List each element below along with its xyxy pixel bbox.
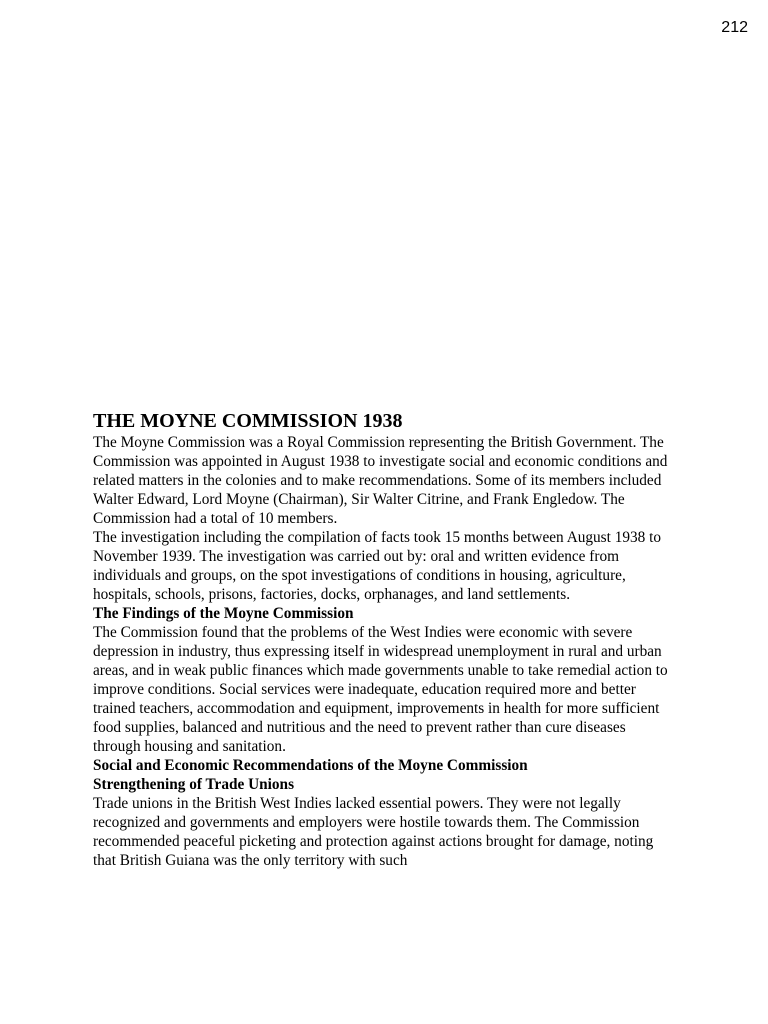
page-number: 212 bbox=[721, 19, 748, 36]
document-body bbox=[93, 409, 673, 870]
paragraph-trade-unions: Trade unions in the British West Indies lacked essential powers. They were not legally recognized and governments and employers were hostile towards them. The Commission recommended peaceful picketing and protection against actions brought for damage, noting that British Guiana was the only territory with such bbox=[93, 795, 654, 869]
document-title: THE MOYNE COMMISSION 1938 bbox=[93, 410, 403, 432]
subsection-heading-trade-unions: Strengthening of Trade Unions bbox=[93, 776, 295, 793]
section-heading-findings: The Findings of the Moyne Commission bbox=[93, 605, 354, 622]
paragraph-intro: The Moyne Commission was a Royal Commission representing the British Government. The Commission was appointed in August 1938 to investigate social and economic conditions and related matters in the colonies and to make recommendations. Some of its members included Walter Edward, Lord Moyne (Chairman), Sir Walter Citrine, and Frank Engledow. The Commission had a total of 10 members. bbox=[93, 434, 668, 527]
paragraph-investigation: The investigation including the compilation of facts took 15 months between August 1938 to November 1939. The investigation was carried out by: oral and written evidence from individuals and groups, on the spot investigations of conditions in housing, agriculture, hospitals, schools, prisons, factories, docks, orphanages, and land settlements. bbox=[93, 529, 662, 603]
paragraph-findings: The Commission found that the problems of the West Indies were economic with severe depression in industry, thus expressing itself in widespread unemployment in rural and urban areas, and in weak public finances which made governments unable to take remedial action to improve conditions. Social services were inadequate, education required more and better trained teachers, accommodation and equipment, improvements in health for more sufficient food supplies, balanced and nutritious and the need to prevent rather than cure diseases through housing and sanitation. bbox=[93, 624, 668, 755]
section-heading-recommendations: Social and Economic Recommendations of the Moyne Commission bbox=[93, 757, 528, 774]
